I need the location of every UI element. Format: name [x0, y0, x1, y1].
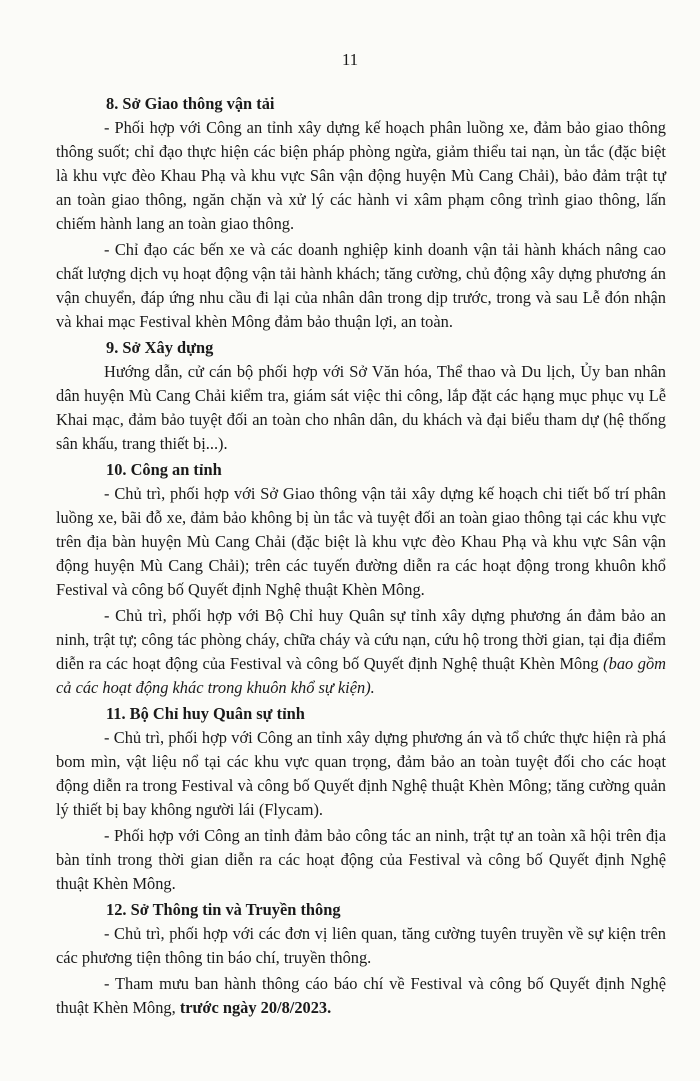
section-heading: 11. Bộ Chỉ huy Quân sự tỉnh [106, 704, 305, 723]
section-heading: 9. Sở Xây dựng [106, 338, 214, 357]
page-number: 11 [341, 50, 359, 69]
deadline-text: trước ngày 20/8/2023. [179, 998, 332, 1017]
paragraph: - Chủ trì, phối hợp với Công an tỉnh xây dựng phương án và tổ chức thực hiện rà phá bom mìn, vật liệu nổ tại các khu vực quan trọng, đảm bảo an toàn tuyệt đối cho các hoạt động diễn ra trong Festival và công bố Quyết định Nghệ thuật Khèn Mông; tăng cường quản lý thiết bị bay không người lái (Flycam). [56, 728, 666, 819]
paragraph: - Phối hợp với Công an tỉnh đảm bảo công tác an ninh, trật tự an toàn xã hội trên địa bàn tỉnh trong thời gian diễn ra các hoạt động của Festival và công bố Quyết định Nghệ thuật Khèn Mông. [56, 826, 666, 893]
paragraph [56, 972, 666, 1020]
paragraph-italic-note: (bao gồm cả các hoạt động khác trong khuôn khổ sự kiện). [56, 654, 666, 697]
document-body [56, 92, 666, 1022]
section-heading: 10. Công an tỉnh [106, 460, 222, 479]
section-12 [56, 898, 666, 1020]
paragraph [56, 604, 666, 700]
section-heading: 8. Sở Giao thông vận tải [106, 94, 275, 113]
section-heading: 12. Sở Thông tin và Truyền thông [106, 900, 341, 919]
paragraph: - Chủ trì, phối hợp với các đơn vị liên quan, tăng cường tuyên truyền về sự kiện trên các phương tiện thông tin báo chí, truyền thông. [56, 924, 666, 967]
section-11 [56, 702, 666, 896]
paragraph-text: - Chủ trì, phối hợp với Bộ Chỉ huy Quân sự tỉnh xây dựng phương án đảm bảo an ninh, trật tự; công tác phòng cháy, chữa cháy và cứu nạn, cứu hộ trong thời gian, tại địa điểm diễn ra các hoạt động của Festival và công bố Quyết định Nghệ thuật Khèn Mông [56, 606, 666, 673]
paragraph: - Phối hợp với Công an tỉnh xây dựng kế hoạch phân luồng xe, đảm bảo giao thông thông suốt; chỉ đạo thực hiện các biện pháp phòng ngừa, giảm thiểu tai nạn, ùn tắc (đặc biệt là khu vực đèo Khau Phạ và khu vực Sân vận động huyện Mù Cang Chải), bảo đảm trật tự an toàn giao thông, ngăn chặn và xử lý các hành vi xâm phạm công trình giao thông, lấn chiếm hành lang an toàn giao thông. [56, 118, 666, 233]
section-9 [56, 336, 666, 456]
paragraph: - Chỉ đạo các bến xe và các doanh nghiệp kinh doanh vận tải hành khách nâng cao chất lượng dịch vụ hoạt động vận tải hành khách; tăng cường, chủ động xây dựng phương án vận chuyển, đáp ứng nhu cầu đi lại của nhân dân trong dịp trước, trong và sau Lễ đón nhận và khai mạc Festival khèn Mông đảm bảo thuận lợi, an toàn. [56, 240, 666, 331]
paragraph: Hướng dẫn, cử cán bộ phối hợp với Sở Văn hóa, Thể thao và Du lịch, Ủy ban nhân dân huyện Mù Cang Chải kiểm tra, giám sát việc thi công, lắp đặt các hạng mục phục vụ Lễ Khai mạc, đảm bảo tuyệt đối an toàn cho nhân dân, du khách và đại biểu tham dự (hệ thống sân khấu, trang thiết bị...). [56, 362, 666, 453]
section-10 [56, 458, 666, 700]
paragraph: - Chủ trì, phối hợp với Sở Giao thông vận tải xây dựng kế hoạch chi tiết bố trí phân luồng xe, bãi đỗ xe, đảm bảo không bị ùn tắc và tuyệt đối an toàn giao thông tại các khu vực trên địa bàn huyện Mù Cang Chải (đặc biệt là khu vực đèo Khau Phạ và khu vực Sân vận động huyện Mù Cang Chải); trên các tuyến đường diễn ra các hoạt động trong khuôn khổ Festival và công bố Quyết định Nghệ thuật Khèn Mông. [56, 484, 666, 599]
paragraph-text: - Tham mưu ban hành thông cáo báo chí về Festival và công bố Quyết định Nghệ thuật Khèn Mông, [56, 974, 666, 1017]
section-8 [56, 92, 666, 334]
